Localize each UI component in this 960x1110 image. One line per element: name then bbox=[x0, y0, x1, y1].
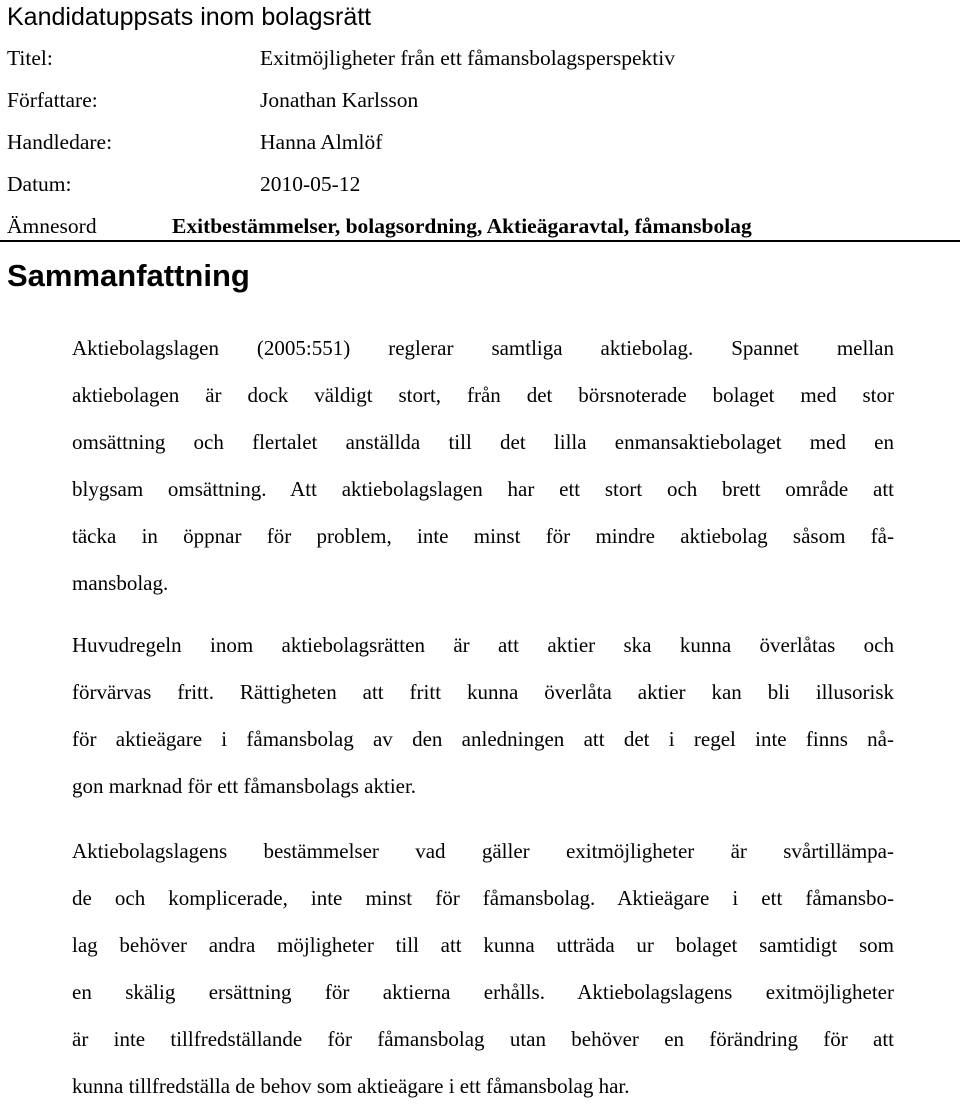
text-line: kunna tillfredställa de behov som aktieägare i ett fåmansbolag har. bbox=[72, 1074, 630, 1098]
text-line: en skälig ersättning för aktierna erhålls. Aktiebolagslagens exitmöjligheter bbox=[72, 980, 894, 1004]
meta-value: Jonathan Karlsson bbox=[260, 88, 419, 112]
text-line: aktiebolagen är dock väldigt stort, från det börsnoterade bolaget med stor bbox=[72, 383, 894, 407]
header-divider bbox=[0, 240, 960, 242]
summary-paragraph bbox=[72, 325, 894, 607]
section-heading: Sammanfattning bbox=[7, 258, 250, 293]
text-line: Aktiebolagslagen (2005:551) reglerar samtliga aktiebolag. Spannet mellan bbox=[72, 336, 894, 360]
summary-paragraph bbox=[72, 828, 894, 1110]
text-line: Huvudregeln inom aktiebolagsrätten är att aktier ska kunna överlåtas och bbox=[72, 633, 894, 657]
meta-label: Författare: bbox=[7, 88, 98, 112]
meta-row-author bbox=[0, 80, 960, 120]
text-line: förvärvas fritt. Rättigheten att fritt kunna överlåta aktier kan bli illusorisk bbox=[72, 680, 894, 704]
text-line: de och komplicerade, inte minst för fåmansbolag. Aktieägare i ett fåmansbo- bbox=[72, 886, 894, 910]
text-line: omsättning och flertalet anställda till det lilla enmansaktiebolaget med en bbox=[72, 430, 894, 454]
text-line: lag behöver andra möjligheter till att kunna utträda ur bolaget samtidigt som bbox=[72, 933, 894, 957]
meta-label: Ämnesord bbox=[7, 214, 97, 238]
meta-value: Exitbestämmelser, bolagsordning, Aktieägaravtal, fåmansbolag bbox=[172, 214, 752, 238]
meta-label: Datum: bbox=[7, 172, 72, 196]
meta-label: Titel: bbox=[7, 46, 53, 70]
summary-paragraph bbox=[72, 622, 894, 810]
text-line: gon marknad för ett fåmansbolags aktier. bbox=[72, 774, 417, 798]
meta-row-supervisor bbox=[0, 122, 960, 162]
meta-value: 2010-05-12 bbox=[260, 172, 361, 196]
meta-row-date bbox=[0, 164, 960, 204]
meta-value: Hanna Almlöf bbox=[260, 130, 383, 154]
text-line: mansbolag. bbox=[72, 571, 169, 595]
text-line: täcka in öppnar för problem, inte minst för mindre aktiebolag såsom få- bbox=[72, 524, 894, 548]
meta-label: Handledare: bbox=[7, 130, 113, 154]
meta-value: Exitmöjligheter från ett fåmansbolagsperspektiv bbox=[260, 46, 675, 70]
text-line: blygsam omsättning. Att aktiebolagslagen har ett stort och brett område att bbox=[72, 477, 894, 501]
document-title: Kandidatuppsats inom bolagsrätt bbox=[7, 3, 372, 31]
meta-row-title bbox=[0, 38, 960, 78]
text-line: Aktiebolagslagens bestämmelser vad gäller exitmöjligheter är svårtillämpa- bbox=[72, 839, 894, 863]
text-line: är inte tillfredställande för fåmansbolag utan behöver en förändring för att bbox=[72, 1027, 894, 1051]
text-line: för aktieägare i fåmansbolag av den anledningen att det i regel inte finns nå- bbox=[72, 727, 894, 751]
